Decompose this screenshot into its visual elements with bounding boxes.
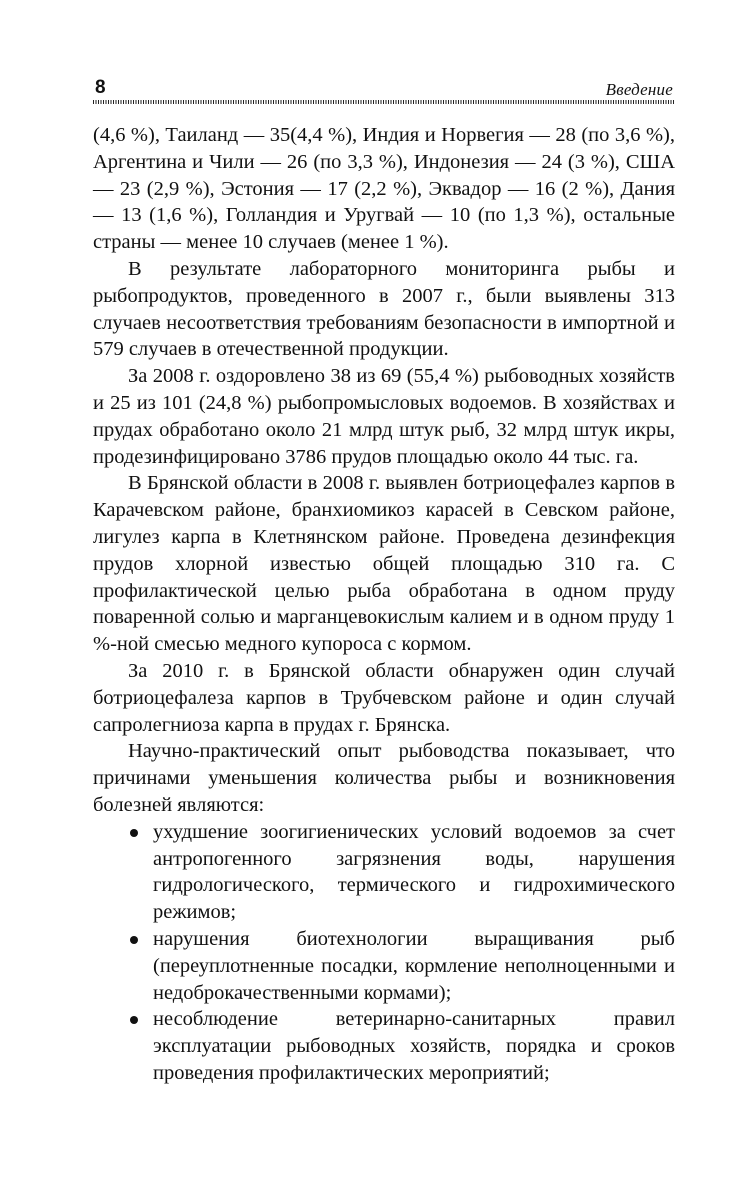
page-number: 8	[95, 77, 106, 98]
list-item-text: нарушения биотехнологии выращивания рыб (переуплотненные посадки, кормление неполноценными и недоброкачественными кормами);	[153, 927, 675, 1004]
body-text	[93, 122, 675, 1087]
running-title: Введение	[605, 80, 673, 99]
header-rule	[93, 100, 675, 104]
paragraph-continuation: (4,6 %), Таиланд — 35(4,4 %), Индия и Норвегия — 28 (по 3,6 %), Аргентина и Чили — 26 (по 3,3 %), Индонезия — 24 (3 %), США — 23 (2,9 %), Эстония — 17 (2,2 %), Эквадор — 16 (2 %), Дания — 13 (1,6 %), Голландия и Уругвай — 10 (по 1,3 %), остальные страны — менее 10 случаев (менее 1 %).	[93, 124, 675, 254]
page-header	[93, 70, 675, 100]
bullet-icon	[130, 1016, 138, 1024]
paragraph-2008-recovery: За 2008 г. оздоровлено 38 из 69 (55,4 %) рыбоводных хозяйств и 25 из 101 (24,8 %) рыбопромысловых водоемов. В хозяйствах и прудах обработано около 21 млрд штук рыб, 32 млрд штук икры, продезинфицировано 3786 прудов площадью около 44 тыс. га.	[93, 365, 675, 468]
bullet-icon	[130, 936, 138, 944]
paragraph-bryansk-2010: За 2010 г. в Брянской области обнаружен один случай ботриоцефалеза карпов в Трубчевском районе и один случай сапролегниоза карпа в прудах г. Брянска.	[93, 659, 675, 736]
list-item-text: ухудшение зоогигиенических условий водоемов за счет антропогенного загрязнения воды, нарушения гидрологического, термического и гидрохимического режимов;	[153, 820, 675, 924]
list-item-text: несоблюдение ветеринарно-санитарных правил эксплуатации рыбоводных хозяйств, порядка и сроков проведения профилактических мероприятий;	[153, 1008, 675, 1084]
list-item	[93, 926, 675, 1006]
list-item	[93, 1006, 675, 1086]
paragraph-monitoring: В результате лабораторного мониторинга рыбы и рыбопродуктов, проведенного в 2007 г., были выявлены 313 случаев несоответствия требованиям безопасности в импортной и 579 случаев в отечественной продукции.	[93, 257, 675, 361]
bullet-icon	[130, 829, 138, 837]
list-item	[93, 819, 675, 926]
paragraph-causes-intro: Научно-практический опыт рыбоводства показывает, что причинами уменьшения количества рыбы и возникновения болезней являются:	[93, 740, 675, 816]
causes-list	[93, 819, 675, 1087]
paragraph-bryansk-2008: В Брянской области в 2008 г. выявлен ботриоцефалез карпов в Карачевском районе, бранхиомикоз карасей в Севском районе, лигулез карпа в Клетнянском районе. Проведена дезинфекция прудов хлорной известью общей площадью 310 га. С профилактической целью рыба обработана в одном пруду поваренной солью и марганцевокислым калием и в одном пруду 1 %-ной смесью медного купороса с кормом.	[93, 472, 675, 656]
book-page	[93, 70, 675, 1087]
